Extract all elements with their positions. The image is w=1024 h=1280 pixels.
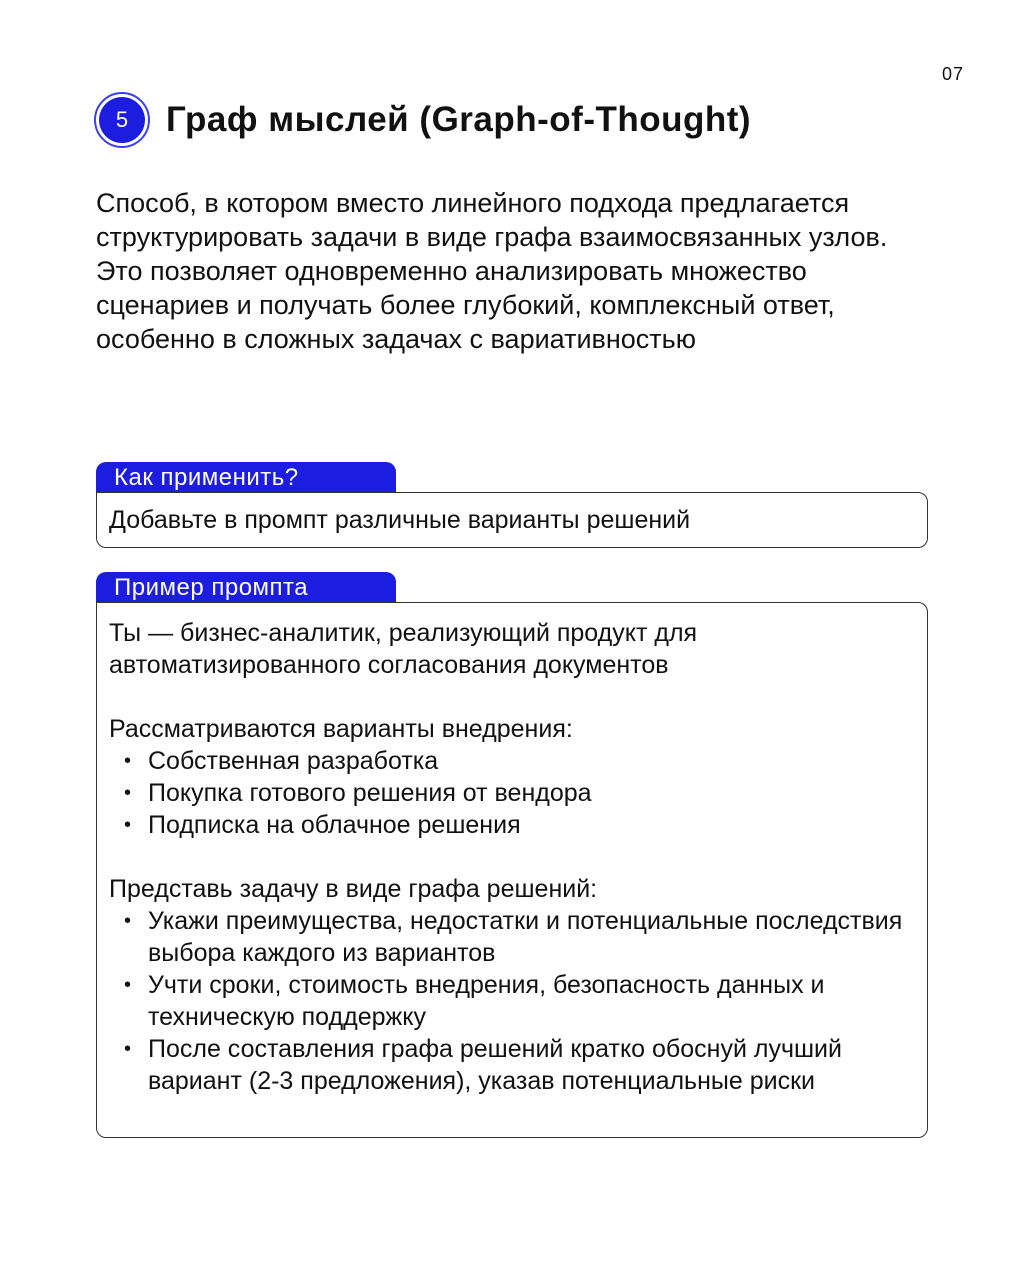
spacer — [109, 841, 915, 873]
prompt-task-list — [109, 905, 915, 1097]
spacer — [109, 681, 915, 713]
prompt-options-list — [109, 745, 915, 841]
step-number: 5 — [99, 97, 145, 143]
list-item: • Учти сроки, стоимость внедрения, безопасность данных и техническую поддержку — [109, 969, 915, 1033]
prompt-example-box — [96, 602, 928, 1138]
section-header — [94, 92, 751, 148]
prompt-role-line: Ты — бизнес-аналитик, реализующий продукт для автоматизированного согласования документов — [109, 619, 698, 679]
list-item: • Собственная разработка — [109, 745, 915, 777]
page-number: 07 — [941, 64, 964, 84]
page-title: Граф мыслей (Graph-of-Thought) — [166, 100, 752, 139]
list-item: • После составления графа решений кратко обоснуй лучший вариант (2-3 предложения), указав потенциальные риски — [109, 1033, 915, 1097]
list-item: • Укажи преимущества, недостатки и потенциальные последствия выбора каждого из вариантов — [109, 905, 915, 969]
prompt-task-intro: Представь задачу в виде графа решений: — [109, 875, 598, 903]
how-to-apply-label: Как применить? — [96, 462, 396, 494]
prompt-example-label: Пример промпта — [96, 572, 396, 604]
step-badge — [94, 92, 150, 148]
list-item: • Покупка готового решения от вендора — [109, 777, 915, 809]
how-to-apply-text: Добавьте в промпт различные варианты решений — [109, 506, 691, 534]
list-item: • Подписка на облачное решения — [109, 809, 915, 841]
prompt-options-intro: Рассматриваются варианты внедрения: — [109, 715, 573, 743]
how-to-apply-box — [96, 492, 928, 548]
intro-paragraph: Способ, в котором вместо линейного подхода предлагается структурировать задачи в виде графа взаимосвязанных узлов. Это позволяет одновременно анализировать множество сценариев и получать более глубокий, комплексный ответ, особенно в сложных задачах с вариативностью — [96, 188, 888, 354]
